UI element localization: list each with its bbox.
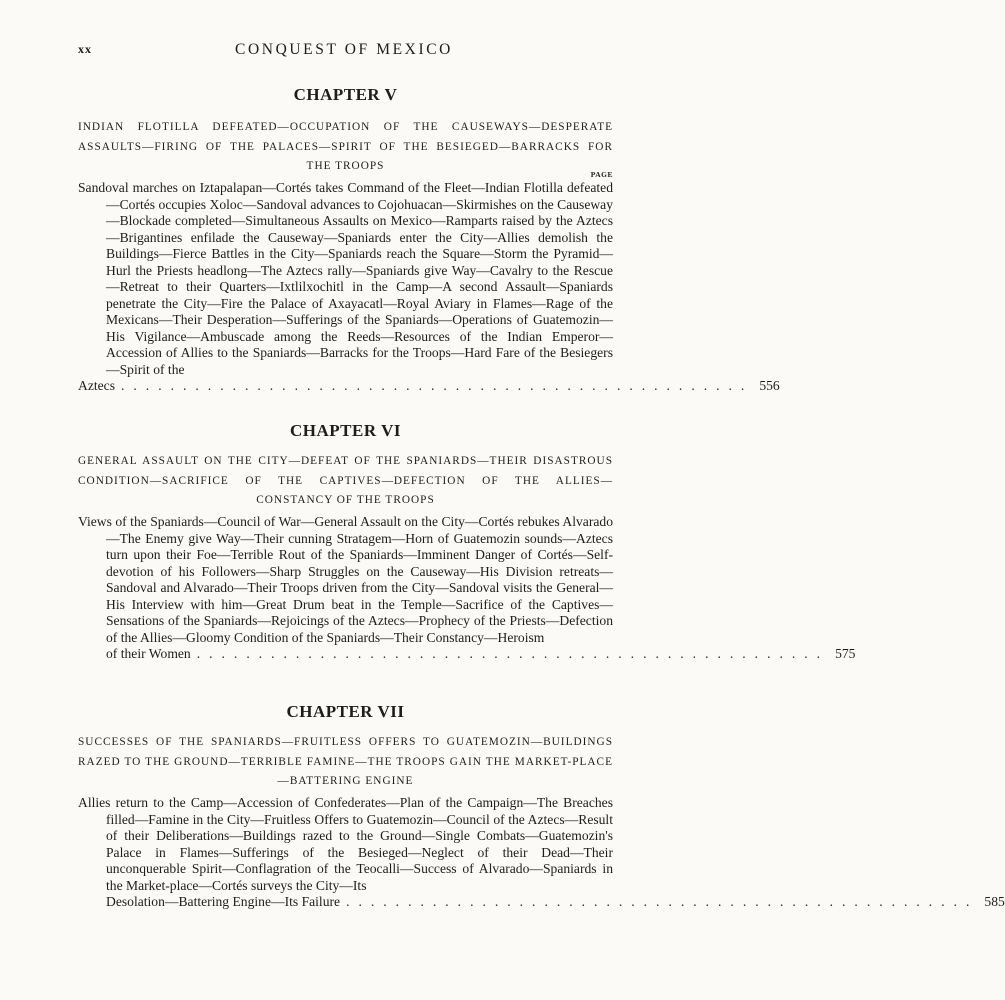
- chapter-heading: CHAPTER V: [293, 85, 398, 104]
- chapter-summary: INDIAN FLOTILLA DEFEATED—OCCUPATION OF THE CAUSEWAYS—DESPERATE ASSAULTS—FIRING OF THE PALACES—SPIRIT OF THE BESIEGED—BARRACKS FOR THE TROOPS: [78, 121, 613, 172]
- contents-leader-line: [78, 378, 780, 395]
- page-column-label: PAGE: [590, 170, 613, 179]
- page-folio: xx: [78, 42, 92, 56]
- running-head: [78, 42, 610, 62]
- chapter-contents: [78, 180, 780, 395]
- chapter-vi-section: [78, 420, 856, 661]
- contents-last-words: Desolation—Battering Engine—Its Failure: [106, 894, 341, 909]
- dot-leader: ...................................................: [196, 646, 830, 661]
- chapter-summary: SUCCESSES OF THE SPANIARDS—FRUITLESS OFFERS TO GUATEMOZIN—BUILDINGS RAZED TO THE GROUND—TERRIBLE FAMINE—THE TROOPS GAIN THE MARKET-PLACE—BATTERING ENGINE: [78, 736, 613, 787]
- contents-last-words: Aztecs: [78, 378, 115, 393]
- dot-leader: ...................................................: [121, 378, 754, 393]
- chapter-heading: CHAPTER VI: [290, 421, 401, 440]
- book-title: CONQUEST OF MEXICO: [235, 41, 453, 58]
- dot-leader: ...................................................: [346, 894, 979, 909]
- page-number: 575: [835, 646, 856, 661]
- chapter-contents: [78, 514, 856, 663]
- page-number: 556: [759, 378, 780, 393]
- chapter-vii-section: [78, 701, 1005, 909]
- contents-text: Sandoval marches on Iztapalapan—Cortés takes Command of the Fleet—Indian Flotilla defeated—Cortés occupies Xoloc—Sandoval advances to Cojohuacan—Skirmishes on the Causeway—Blockade completed—Simultaneous Assaults on Mexico—Ramparts raised by the Aztecs—Brigantines enfilade the Causeway—Spaniards enter the City—Allies demolish the Buildings—Fierce Battles in the City—Spaniards reach the Square—Storm the Pyramid—Hurl the Priests headlong—The Aztecs rally—Spaniards give Way—Cavalry to the Rescue—Retreat to their Quarters—Ixtlilxochitl in the Camp—A second Assault—Spaniards penetrate the City—Fire the Palace of Axayacatl—Royal Aviary in Flames—Rage of the Mexicans—Their Desperation—Sufferings of the Spaniards—Operations of Guatemozin—His Vigilance—Ambuscade among the Reeds—Resources of the Indian Emperor—Accession of Allies to the Spaniards—Barracks for the Troops—Hard Fare of the Besiegers—Spirit of the: [78, 180, 613, 377]
- chapter-contents: [78, 795, 1005, 911]
- contents-text: Allies return to the Camp—Accession of Confederates—Plan of the Campaign—The Breaches filled—Famine in the City—Fruitless Offers to Guatemozin—Council of the Aztecs—Result of their Deliberations—Buildings razed to the Ground—Single Combats—Guatemozin's Palace in Flames—Sufferings of the Besieged—Neglect of their Dead—Their unconquerable Spirit—Conflagration of the Teocalli—Success of Alvarado—Spaniards in the Market-place—Cortés surveys the City—Its: [78, 795, 613, 893]
- contents-leader-line: [78, 646, 856, 663]
- contents-text: Views of the Spaniards—Council of War—General Assault on the City—Cortés rebukes Alvarado—The Enemy give Way—Their cunning Stratagem—Horn of Guatemozin sounds—Aztecs turn upon their Foe—Terrible Rout of the Spaniards—Imminent Danger of Cortés—Self-devotion of his Followers—Sharp Struggles on the Causeway—His Division retreats—Sandoval and Alvarado—Their Troops driven from the City—Sandoval visits the General—His Interview with him—Great Drum beat in the Temple—Sacrifice of the Captives—Sensations of the Spaniards—Rejoicings of the Aztecs—Prophecy of the Priests—Defection of the Allies—Gloomy Condition of the Spaniards—Their Constancy—Heroism: [78, 514, 613, 645]
- chapter-v-section: [78, 84, 780, 393]
- contents-leader-line: [78, 894, 1005, 911]
- page-number: 585: [984, 894, 1005, 909]
- contents-last-words: of their Women: [106, 646, 191, 661]
- chapter-summary: GENERAL ASSAULT ON THE CITY—DEFEAT OF THE SPANIARDS—THEIR DISASTROUS CONDITION—SACRIFICE OF THE CAPTIVES—DEFECTION OF THE ALLIES—CONSTANCY OF THE TROOPS: [78, 455, 613, 506]
- chapter-heading: CHAPTER VII: [286, 702, 405, 721]
